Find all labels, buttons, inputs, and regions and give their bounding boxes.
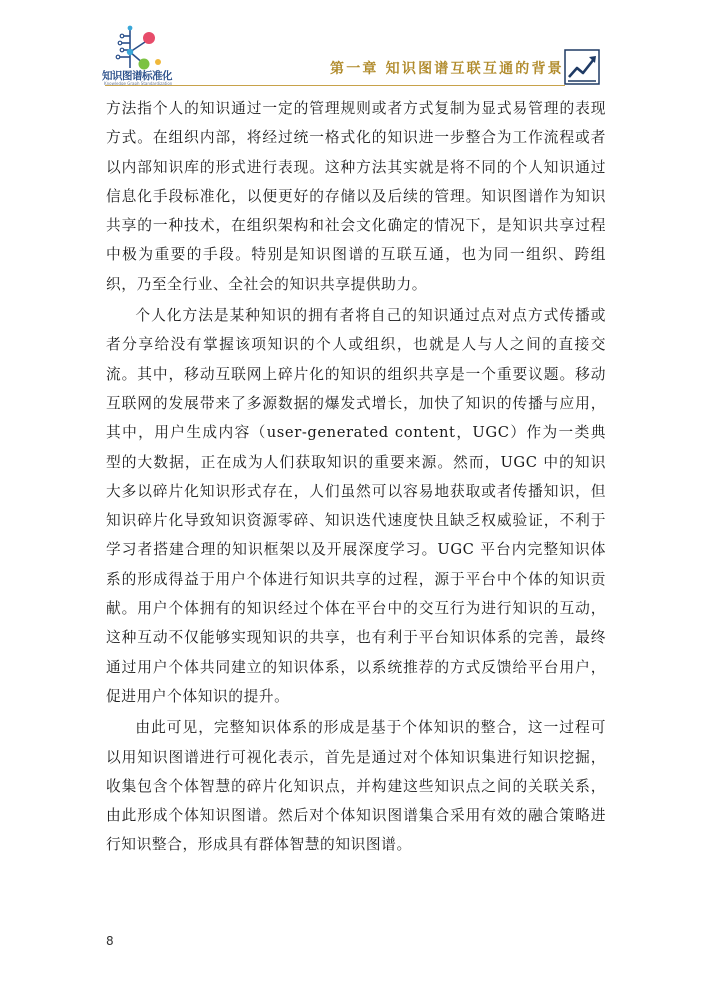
body-text [106,94,606,860]
chapter-title: 第一章 知识图谱互联互通的背景 [330,61,564,77]
paragraph-continuation: 方法指个人的知识通过一定的管理规则或者方式复制为显式易管理的表现方式。在组织内部，将经过统一格式化的知识进一步整合为工作流程或者以内部知识库的形式进行表现。这种方法其实就是将不同的个人知识通过信息化手段标准化，以便更好的存储以及后续的管理。知识图谱作为知识共享的一种技术，在组织架构和社会文化确定的情况下，是知识共享过程中极为重要的手段。特别是知识图谱的互联互通，也为同一组织、跨组织，乃至全行业、全社会的知识共享提供助力。 [106,100,606,293]
logo-subtext: Knowledge Graph Standardization [104,81,173,86]
paragraph-conclusion: 由此可见，完整知识体系的形成是基于个体知识的整合，这一过程可以用知识图谱进行可视化表示，首先是通过对个体知识集进行知识挖掘，收集包含个体智慧的碎片化知识点，并构建这些知识点之间的关联关系，由此形成个体知识图谱。然后对个体知识图谱集合采用有效的融合策略进行知识整合，形成具有群体智慧的知识图谱。 [106,719,606,854]
paragraph-personalization: 个人化方法是某种知识的拥有者将自己的知识通过点对点方式传播或者分享给没有掌握该项知识的个人或组织，也就是人与人之间的直接交流。其中，移动互联网上碎片化的知识的组织共享是一个重要议题。移动互联网的发展带来了多源数据的爆发式增长，加快了知识的传播与应用，其中，用户生成内容（user-generated content，UGC）作为一类典型的大数据，正在成为人们获取知识的重要来源。然而，UGC 中的知识大多以碎片化知识形式存在，人们虽然可以容易地获取或者传播知识，但知识碎片化导致知识资源零碎、知识迭代速度快且缺乏权威验证，不利于学习者搭建合理的知识框架以及开展深度学习。UGC 平台内完整知识体系的形成得益于用户个体进行知识共享的过程，源于平台中个体的知识贡献。用户个体拥有的知识经过个体在平台中的交互行为进行知识的互动，这种互动不仅能够实现知识的共享，也有利于平台知识体系的完善，最终通过用户个体共同建立的知识体系，以系统推荐的方式反馈给平台用户，促进用户个体知识的提升。 [106,307,606,705]
logo-text: 知识图谱标准化 [102,70,172,82]
chart-trend-icon [564,49,600,85]
page-number: 8 [106,934,114,948]
page-header [0,0,710,100]
header-divider [105,85,565,86]
